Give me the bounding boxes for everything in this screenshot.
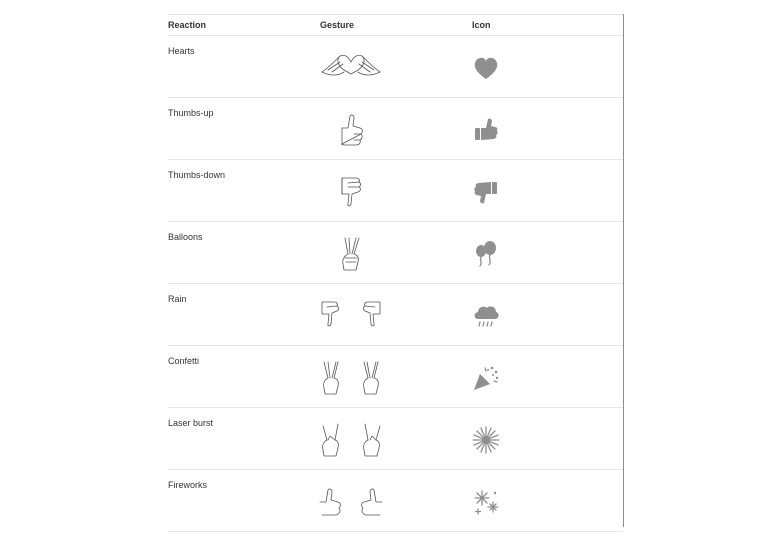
reaction-label: Thumbs-up (168, 108, 214, 118)
thumbs-up-icon (472, 116, 500, 144)
table-row (168, 36, 623, 98)
reaction-label: Balloons (168, 232, 203, 242)
table-right-border (623, 14, 624, 527)
thumbs-down-icon (472, 178, 500, 206)
two-rock-on-gesture-icon (318, 422, 384, 458)
table-row (168, 222, 623, 284)
table-row (168, 408, 623, 470)
laser-burst-icon (472, 426, 500, 454)
heart-icon (472, 54, 500, 82)
two-thumbs-down-gesture-icon (318, 298, 384, 334)
thumbs-down-gesture-icon (318, 174, 384, 210)
reaction-label: Laser burst (168, 418, 214, 428)
confetti-popper-icon (472, 364, 500, 392)
two-thumbs-up-gesture-icon (318, 484, 384, 520)
rain-cloud-icon (472, 302, 500, 330)
reactions-table (168, 14, 623, 532)
fireworks-icon (472, 488, 500, 516)
header-gesture: Gesture (320, 20, 355, 30)
table-row (168, 160, 623, 222)
header-icon: Icon (472, 20, 491, 30)
peace-sign-gesture-icon (318, 236, 384, 272)
table-row (168, 346, 623, 408)
header-reaction: Reaction (168, 20, 207, 30)
reaction-label: Fireworks (168, 480, 208, 490)
reaction-label: Rain (168, 294, 187, 304)
two-peace-signs-gesture-icon (318, 360, 384, 396)
table-header (168, 15, 623, 36)
reaction-label: Thumbs-down (168, 170, 226, 180)
balloons-icon (472, 240, 500, 268)
table-row (168, 284, 623, 346)
table-row (168, 98, 623, 160)
table-row (168, 470, 623, 532)
reaction-label: Confetti (168, 356, 200, 366)
thumbs-up-gesture-icon (318, 112, 384, 148)
two-hands-heart-gesture-icon (318, 50, 384, 86)
reaction-label: Hearts (168, 46, 195, 56)
